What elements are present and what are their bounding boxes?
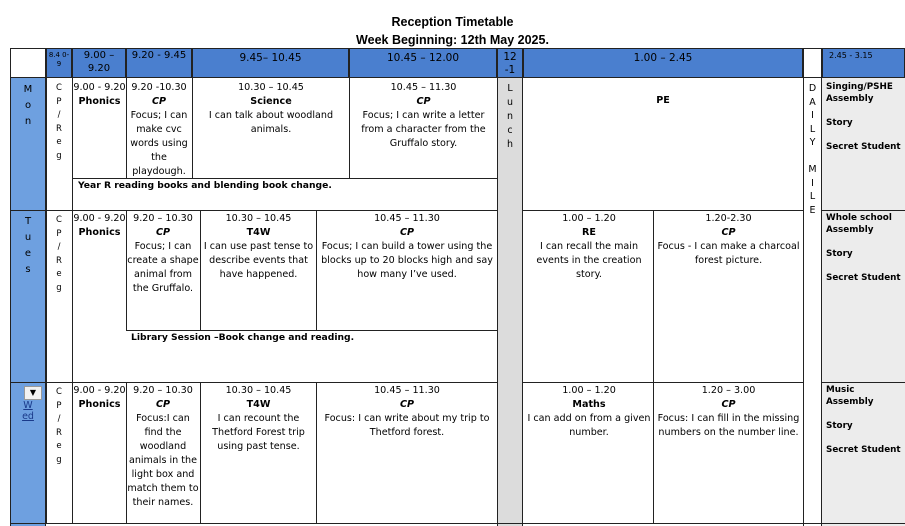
header-time-0920: 9.20 - 9.45 bbox=[126, 48, 192, 78]
tuesday-phonics: 9.00 - 9.20 Phonics bbox=[73, 213, 126, 238]
header-time-0945: 9.45– 10.45 bbox=[192, 48, 349, 78]
day-tuesday: T u e s bbox=[24, 216, 32, 275]
monday-pe: PE bbox=[656, 95, 670, 106]
header-time-1445: 2.45 - 3.15 bbox=[822, 48, 905, 78]
tuesday-pm-2: 1.20-2.30 CP Focus - I can make a charcoal forest picture. bbox=[657, 213, 800, 266]
monday-phonics: 9.00 - 9.20 Phonics bbox=[73, 82, 126, 107]
header-time-1045: 10.45 – 12.00 bbox=[349, 48, 497, 78]
lunch-label: L u n c h bbox=[506, 83, 514, 150]
wednesday-pm-2: 1.20 – 3.00 CP Focus: I can fill in the missing numbers on the number line. bbox=[657, 385, 800, 438]
header-time-1300: 1.00 – 2.45 bbox=[523, 48, 803, 78]
tuesday-session-3: 10.45 – 11.30 CP Focus; I can build a tower using the blocks up to 20 blocks high and say how many I’ve used. bbox=[321, 213, 493, 280]
wednesday-session-3: 10.45 – 11.30 CP Focus: I can write about my trip to Thetford forest. bbox=[324, 385, 490, 438]
header-time-0840: 8.4 0-9 bbox=[46, 48, 72, 78]
monday-session-1: 9.20 -10.30 CP Focus; I can make cvc words using the playdough. bbox=[130, 82, 188, 177]
cp-reg-tuesday: C P / R e g bbox=[56, 215, 62, 293]
monday-note: Year R reading books and blending book change. bbox=[78, 180, 332, 191]
wednesday-pm-1: 1.00 – 1.20 Maths I can add on from a given number. bbox=[527, 385, 651, 438]
wednesday-phonics: 9.00 - 9.20 Phonics bbox=[73, 385, 126, 410]
tuesday-session-2: 10.30 – 10.45 T4W I can use past tense to describe events that have happened. bbox=[203, 213, 314, 280]
wednesday-session-2: 10.30 – 10.45 T4W I can recount the Thetford Forest trip using past tense. bbox=[212, 385, 305, 452]
cp-reg-monday: C P / R e g bbox=[56, 83, 62, 161]
page-title: Reception Timetable bbox=[391, 15, 514, 29]
tuesday-note: Library Session –Book change and reading. bbox=[131, 332, 355, 343]
week-beginning: Week Beginning: 12th May 2025. bbox=[356, 33, 549, 47]
daily-mile-label: D A I L Y M I L E bbox=[808, 83, 817, 216]
wednesday-session-1: 9.20 – 10.30 CP Focus:I can find the woodland animals in the light box and match them to their names. bbox=[127, 385, 199, 508]
cp-reg-wednesday: C P / R e g bbox=[56, 387, 62, 465]
day-monday: M o n bbox=[23, 84, 33, 127]
monday-end: Singing/PSHE Assembly Story Secret Student bbox=[826, 82, 901, 152]
tuesday-session-1: 9.20 – 10.30 CP Focus; I can create a shape animal from the Gruffalo. bbox=[127, 213, 199, 294]
header-blank-mile bbox=[803, 48, 822, 78]
dropdown-button[interactable] bbox=[24, 386, 42, 400]
day-wednesday[interactable]: Wed bbox=[22, 400, 34, 422]
tuesday-pm-1: 1.00 – 1.20 RE I can recall the main events in the creation story. bbox=[536, 213, 642, 280]
tuesday-end: Whole school Assembly Story Secret Student bbox=[826, 213, 901, 283]
chevron-down-icon: ▼ bbox=[29, 388, 37, 397]
header-blank bbox=[10, 48, 46, 78]
day-column bbox=[10, 78, 46, 526]
monday-session-2: 10.30 – 10.45 Science I can talk about woodland animals. bbox=[208, 82, 334, 135]
header-time-1200: 12 -1 bbox=[497, 48, 523, 78]
header-time-0900: 9.00 – 9.20 bbox=[72, 48, 126, 78]
monday-session-3: 10.45 – 11.30 CP Focus; I can write a letter from a character from the Gruffalo story. bbox=[361, 82, 486, 149]
wednesday-end: Music Assembly Story Secret Student bbox=[826, 385, 901, 455]
